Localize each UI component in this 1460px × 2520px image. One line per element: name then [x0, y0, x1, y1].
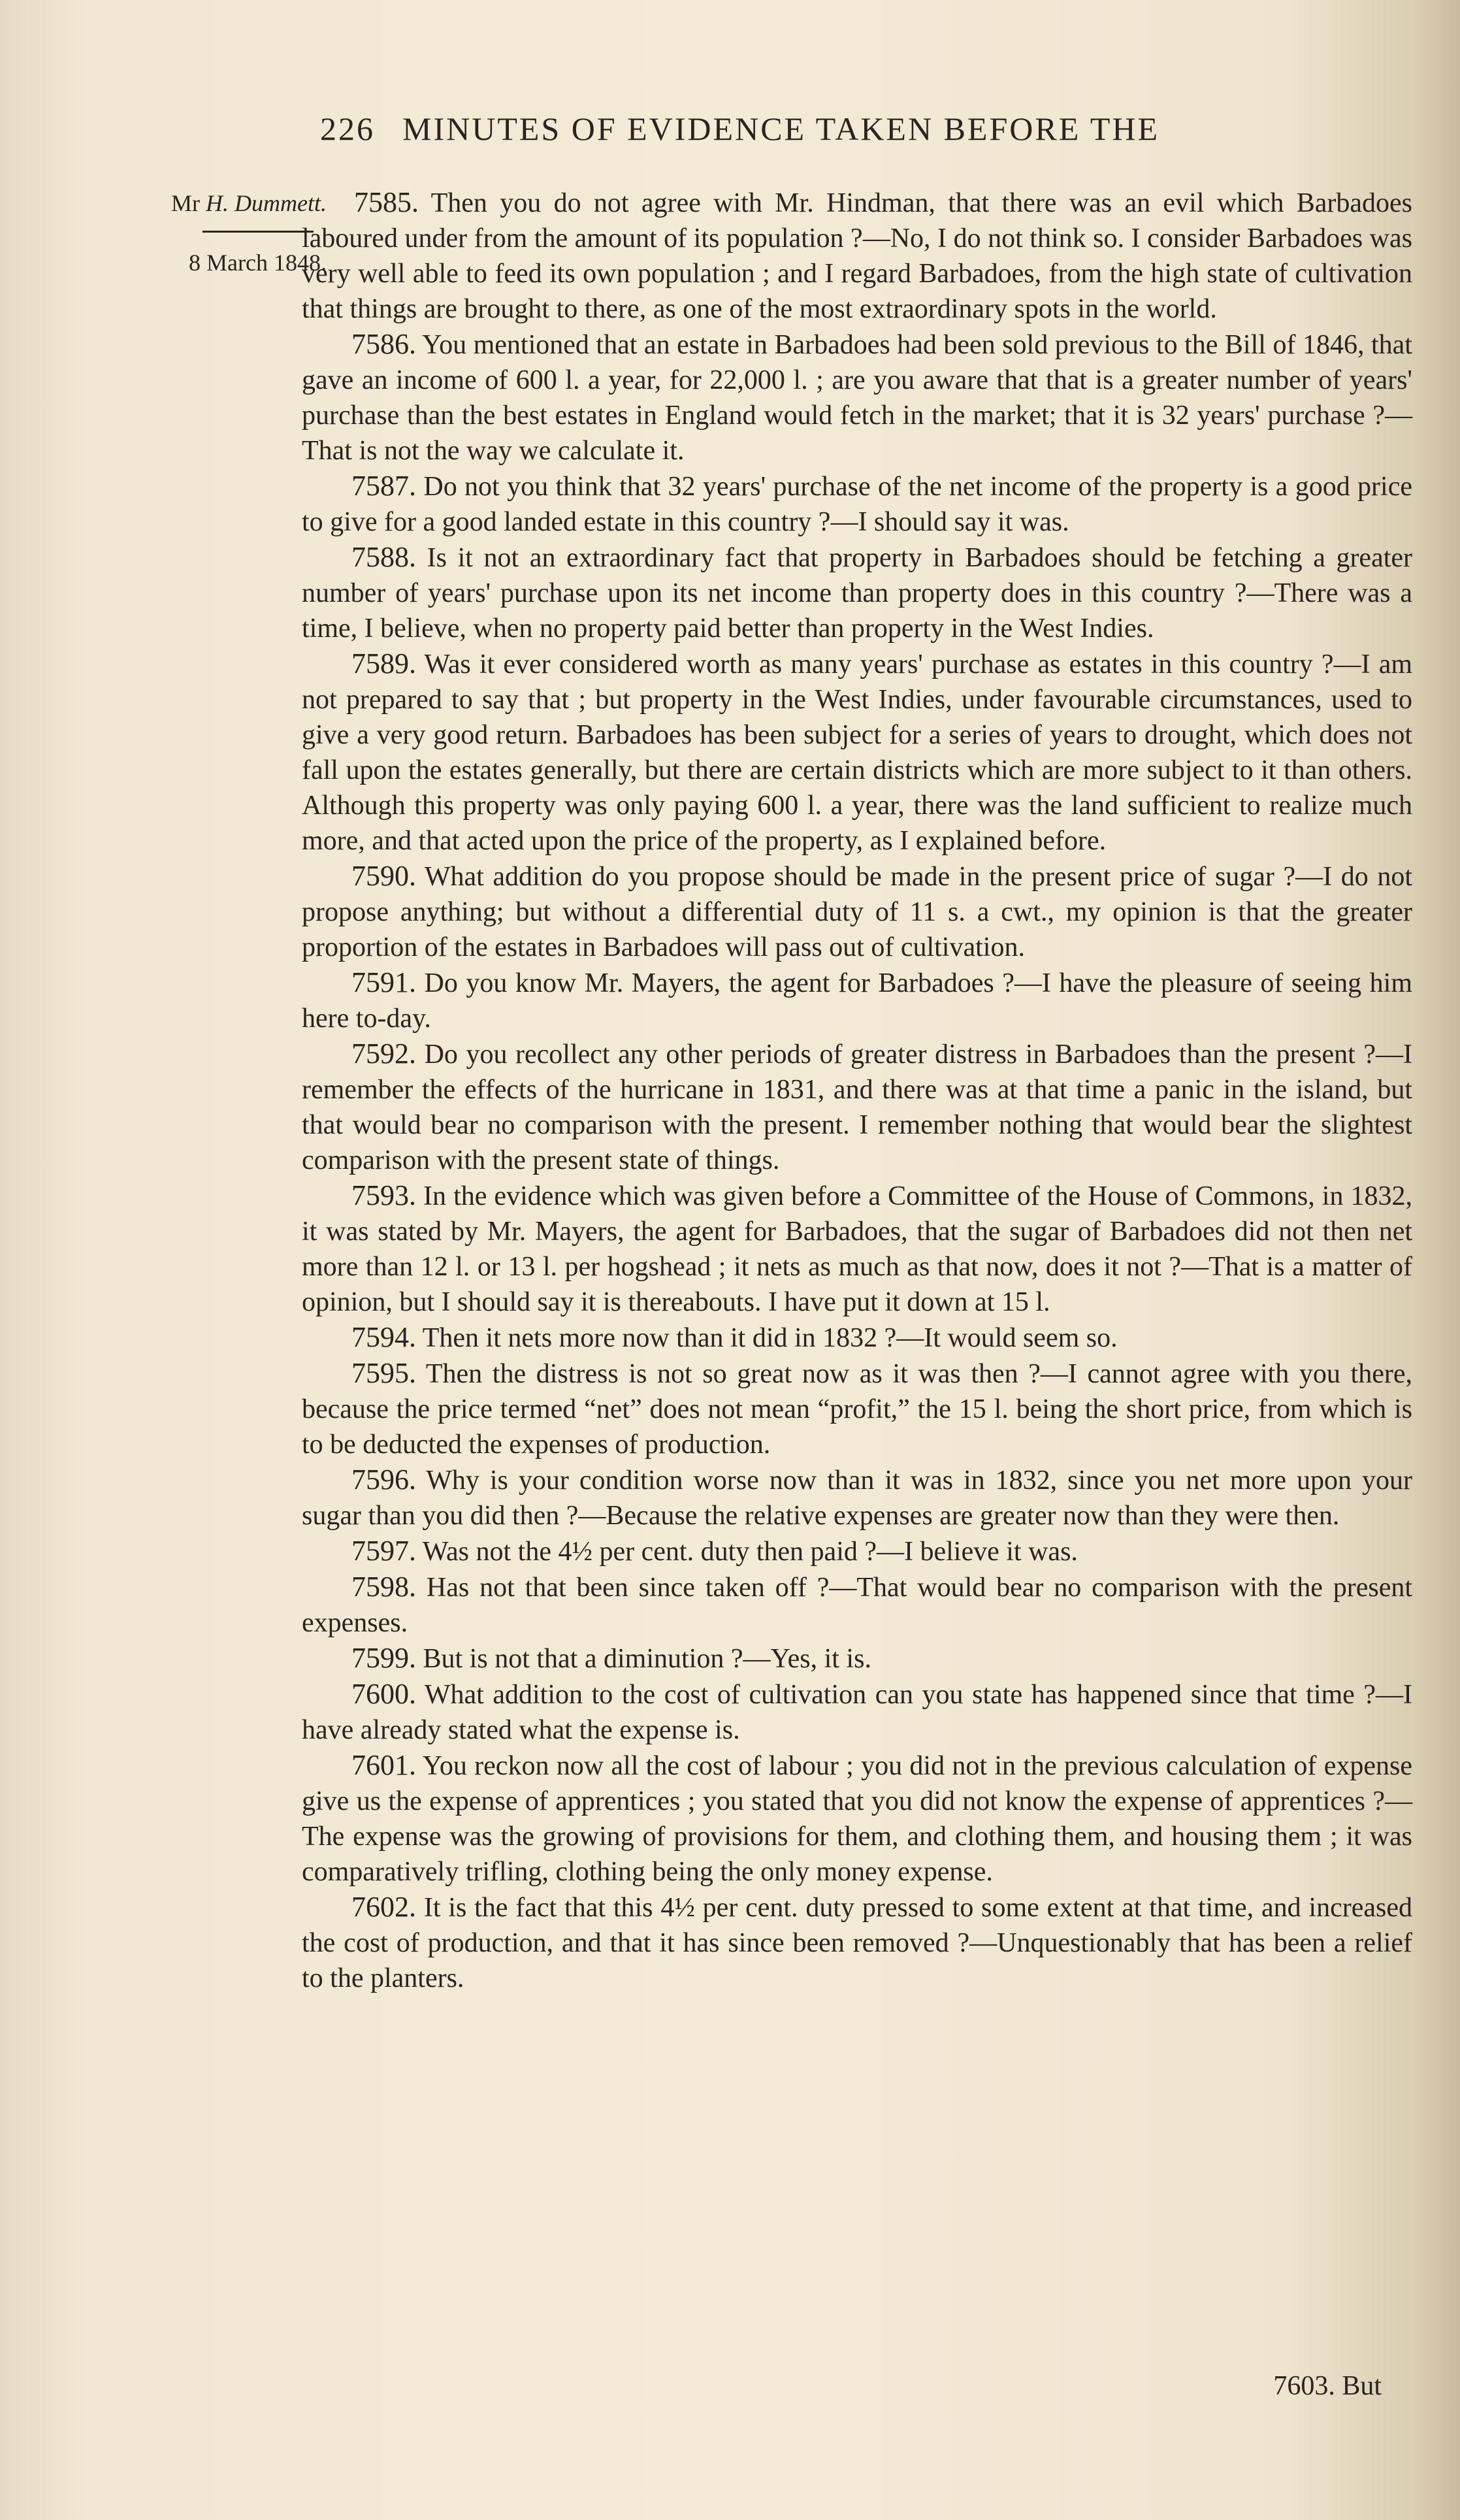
question-number: 7585. — [354, 186, 419, 218]
question-number: 7589. — [351, 647, 416, 679]
witness-surname: H. Dummett. — [206, 190, 327, 216]
question-paragraph — [302, 646, 1412, 859]
question-number: 7587. — [351, 470, 416, 502]
question-number: 7588. — [351, 541, 416, 573]
question-number: 7593. — [351, 1179, 416, 1211]
question-number: 7595. — [351, 1357, 416, 1389]
question-text: Was it ever considered worth as many years' purchase as estates in this country ?—I am not prepared to say that ; but property in the West Indies, under favourable circumstances, used to give a very good return. Barbadoes has been subject for a series of years to drought, which does not fall upon the estates generally, but there are certain districts which are more subject to it than others. Although this property was only paying 600 l. a year, there was the land sufficient to realize much more, and that acted upon the price of the property, as I explained before. — [302, 649, 1412, 856]
question-paragraph — [302, 1356, 1412, 1462]
question-text: Has not that been since taken off ?—That would bear no comparison with the present expenses. — [302, 1573, 1413, 1638]
question-paragraph — [302, 1890, 1412, 1996]
running-title: MINUTES OF EVIDENCE TAKEN BEFORE THE — [402, 110, 1160, 147]
question-paragraph — [302, 468, 1412, 540]
margin-rule — [203, 231, 314, 233]
question-number: 7594. — [351, 1321, 416, 1353]
question-paragraph — [302, 1748, 1412, 1890]
question-text: You reckon now all the cost of labour ; you did not in the previous calculation of expense give us the expense of apprentices ; you stated that you did not know the expense of apprentices ?—The expense was the growing of provisions for them, and clothing them, and housing them ; it was comparatively trifling, clothing being the only money expense. — [302, 1751, 1412, 1887]
catchword: 7603. But — [1273, 2371, 1382, 2401]
question-paragraph — [302, 859, 1412, 965]
question-text: Is it not an extraordinary fact that property in Barbadoes should be fetching a greater number of years' purchase upon its net income than property does in this country ?—There was a time, I believe, when no property paid better than property in the West Indies. — [302, 543, 1413, 644]
question-paragraph — [302, 1462, 1412, 1533]
question-number: 7602. — [351, 1891, 416, 1923]
question-text: Was not the 4½ per cent. duty then paid ?—I believe it was. — [422, 1537, 1078, 1567]
evidence-date: 8 March 1848. — [189, 250, 327, 276]
question-number: 7590. — [351, 860, 416, 892]
question-text: Then it nets more now than it did in 1832 ?—It would seem so. — [422, 1323, 1118, 1353]
question-number: 7591. — [351, 966, 416, 998]
question-number: 7601. — [351, 1749, 416, 1781]
question-number: 7597. — [351, 1535, 416, 1567]
question-paragraph — [302, 1677, 1412, 1748]
question-paragraph — [302, 1178, 1412, 1320]
question-number: 7592. — [351, 1038, 416, 1070]
question-text: But is not that a diminution ?—Yes, it is. — [423, 1644, 871, 1674]
witness-name — [111, 185, 327, 221]
question-text: You mentioned that an estate in Barbadoes had been sold previous to the Bill of 1846, that gave an income of 600 l. a year, for 22,000 l. ; are you aware that that is a greater number of years' purchase than the best estates in England would fetch in the market; that it is 32 years' purchase ?—That is not the way we calculate it. — [302, 330, 1412, 466]
question-number: 7586. — [351, 328, 416, 360]
running-header — [320, 110, 1300, 162]
question-number: 7598. — [351, 1571, 416, 1603]
question-paragraph — [302, 1533, 1412, 1569]
question-text: Do not you think that 32 years' purchase of the net income of the property is a good price to give for a good landed estate in this country ?—I should say it was. — [302, 472, 1412, 537]
question-text: It is the fact that this 4½ per cent. duty pressed to some extent at that time, and increased the cost of production, and that it has since been removed ?—Unquestionably that has been a relief to the planters. — [302, 1893, 1412, 1993]
question-number: 7600. — [351, 1678, 416, 1710]
question-paragraph — [302, 1641, 1412, 1677]
witness-prefix: Mr — [171, 190, 201, 216]
question-text: What addition do you propose should be made in the present price of sugar ?—I do not propose anything; but without a differential duty of 11 s. a cwt., my opinion is that the greater proportion of the estates in Barbadoes will pass out of cultivation. — [302, 862, 1412, 962]
question-text: Then you do not agree with Mr. Hindman, that there was an evil which Barbadoes laboured under from the amount of its population ?—No, I do not think so. I consider Barbadoes was very well able to feed its own population ; and I regard Barbadoes, from the high state of cultivation that things are brought to there, as one of the most extraordinary spots in the world. — [302, 188, 1413, 324]
question-paragraph — [302, 1569, 1412, 1641]
question-paragraph — [302, 540, 1412, 646]
question-paragraph — [302, 1320, 1412, 1356]
question-paragraph — [302, 185, 1412, 327]
question-number: 7596. — [351, 1464, 416, 1496]
question-text: Do you recollect any other periods of greater distress in Barbadoes than the present ?—I remember the effects of the hurricane in 1831, and there was at that time a panic in the island, but that would bear no comparison with the present. I remember nothing that would bear the slightest comparison with the present state of things. — [302, 1039, 1413, 1175]
question-text: What addition to the cost of cultivation can you state has happened since that time ?—I have already stated what the expense is. — [302, 1680, 1413, 1745]
question-number: 7599. — [351, 1642, 416, 1674]
page-number: 226 — [320, 110, 375, 147]
question-paragraph — [302, 965, 1412, 1036]
question-paragraph — [302, 1036, 1412, 1178]
evidence-text — [302, 185, 1412, 1996]
question-text: Why is your condition worse now than it was in 1832, since you net more upon your sugar than you did then ?—Because the relative expenses are greater now than they were then. — [302, 1465, 1412, 1531]
question-text: In the evidence which was given before a Committee of the House of Commons, in 1832, it was stated by Mr. Mayers, the agent for Barbadoes, that the sugar of Barbadoes did not then net more than 12 l. or 13 l. per hogshead ; it nets as much as that now, does it not ?—That is a matter of opinion, but I should say it is thereabouts. I have put it down at 15 l. — [302, 1181, 1412, 1317]
question-text: Then the distress is not so great now as it was then ?—I cannot agree with you there, because the price termed “net” does not mean “profit,” the 15 l. being the short price, from which is to be deducted the expenses of production. — [302, 1359, 1412, 1460]
question-paragraph — [302, 327, 1412, 468]
margin-note — [111, 185, 327, 281]
question-text: Do you know Mr. Mayers, the agent for Barbadoes ?—I have the pleasure of seeing him here to-day. — [302, 968, 1412, 1034]
